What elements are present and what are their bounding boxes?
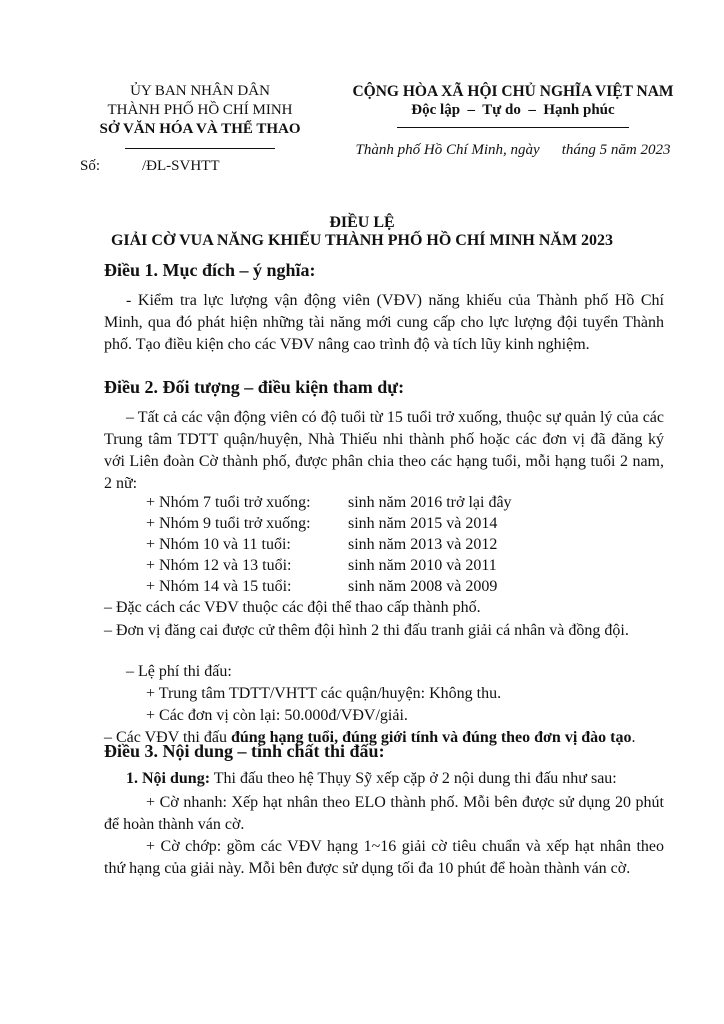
rule-emphasis: đúng hạng tuổi, đúng giới tính và đúng theo đơn vị đào tạo — [230, 729, 632, 746]
rule-suffix: . — [631, 729, 636, 746]
age-group-name: + Nhóm 7 tuổi trở xuống: — [146, 494, 311, 511]
national-motto — [338, 101, 688, 120]
date-rest: tháng 5 năm 2023 — [561, 142, 671, 158]
article-1-body: - Kiểm tra lực lượng vận động viên (VĐV) năng khiếu của Thành phố Hồ Chí Minh, qua đó phát hiện những tài năng mới cung cấp cho lực lượng đội tuyển Thành phố. Tạo điều kiện cho các VĐV nâng cao trình độ và tích lũy kinh nghiệm. — [104, 292, 664, 353]
motto-part-3: Hạnh phúc — [543, 102, 615, 118]
document-number — [80, 158, 220, 175]
article-2-heading: Điều 2. Đối tượng – điều kiện tham dự: — [104, 377, 405, 397]
motto-dash-1: – — [467, 102, 476, 118]
content-text: Thi đấu theo hệ Thụy Sỹ xếp cặp ở 2 nội dung thi đấu như sau: — [210, 770, 617, 787]
age-group-row — [0, 515, 724, 535]
agency-line-2: THÀNH PHỐ HỒ CHÍ MINH — [107, 102, 293, 118]
agency-line-3: SỞ VĂN HÓA VÀ THỂ THAO — [99, 121, 301, 137]
national-title-block — [338, 82, 688, 128]
age-group-name: + Nhóm 14 và 15 tuổi: — [146, 578, 292, 595]
age-group-name: + Nhóm 9 tuổi trở xuống: — [146, 515, 311, 532]
blitz-chess-rule: + Cờ chớp: gồm các VĐV hạng 1~16 giải cờ tiêu chuẩn và xếp hạt nhân theo thứ hạng của giải này. Mỗi bên được sử dụng tối đa 10 phút để hoàn thành ván cờ. — [104, 838, 664, 877]
date-place: Thành phố Hồ Chí Minh, ngày — [355, 142, 540, 158]
article-3-heading: Điều 3. Nội dung – tính chất thi đấu: — [104, 741, 385, 761]
motto-part-1: Độc lập — [411, 102, 461, 118]
host-unit-note: – Đơn vị đăng cai được cử thêm đội hình 2 thi đấu tranh giải cá nhân và đồng đội. — [104, 622, 629, 639]
article-2-intro: – Tất cả các vận động viên có độ tuổi từ 15 tuổi trở xuống, thuộc sự quản lý của các Trung tâm TDTT quận/huyện, Nhà Thiếu nhi thành phố hoặc các đơn vị đã đăng ký với Liên đoàn Cờ thành phố, được phân chia theo các hạng tuổi, mỗi hạng tuổi 2 nam, 2 nữ: — [104, 409, 664, 492]
age-group-name: + Nhóm 12 và 13 tuổi: — [146, 557, 292, 574]
date-line — [338, 142, 688, 159]
age-group-row — [0, 536, 724, 556]
docno-code: /ĐL-SVHTT — [142, 158, 220, 174]
national-title: CỘNG HÒA XÃ HỘI CHỦ NGHĨA VIỆT NAM — [352, 83, 674, 100]
age-group-years: sinh năm 2015 và 2014 — [348, 515, 498, 532]
document-subtitle: GIẢI CỜ VUA NĂNG KHIẾU THÀNH PHỐ HỒ CHÍ MINH NĂM 2023 — [110, 232, 614, 249]
age-group-years: sinh năm 2013 và 2012 — [348, 536, 498, 553]
age-group-row — [0, 578, 724, 598]
rule-prefix: – Các VĐV thi đấu — [104, 729, 231, 746]
motto-part-2: Tự do — [482, 102, 521, 118]
age-group-row — [0, 494, 724, 514]
agency-divider — [125, 148, 275, 149]
age-group-name: + Nhóm 10 và 11 tuổi: — [146, 536, 291, 553]
content-label: 1. Nội dung: — [126, 770, 211, 787]
docno-label: Số: — [80, 158, 101, 174]
age-group-years: sinh năm 2016 trở lại đây — [348, 494, 512, 511]
motto-dash-2: – — [528, 102, 536, 118]
document-title: ĐIỀU LỆ — [329, 214, 395, 231]
fee-item-2: + Các đơn vị còn lại: 50.000đ/VĐV/giải. — [146, 707, 408, 724]
content-line — [126, 770, 617, 788]
fee-item-1: + Trung tâm TDTT/VHTT các quận/huyện: Không thu. — [146, 685, 502, 702]
article-1-heading: Điều 1. Mục đích – ý nghĩa: — [104, 260, 316, 280]
agency-line-1: ỦY BAN NHÂN DÂN — [130, 83, 270, 99]
issuing-agency-block — [60, 82, 340, 149]
special-entry-note: – Đặc cách các VĐV thuộc các đội thể thao cấp thành phố. — [104, 599, 481, 616]
rapid-chess-rule: + Cờ nhanh: Xếp hạt nhân theo ELO thành phố. Mỗi bên được sử dụng 20 phút để hoàn thành ván cờ. — [104, 794, 664, 833]
fee-label: – Lệ phí thi đấu: — [126, 663, 232, 680]
motto-divider — [397, 127, 629, 128]
age-group-years: sinh năm 2008 và 2009 — [348, 578, 498, 595]
age-group-row — [0, 557, 724, 577]
age-group-years: sinh năm 2010 và 2011 — [348, 557, 497, 574]
